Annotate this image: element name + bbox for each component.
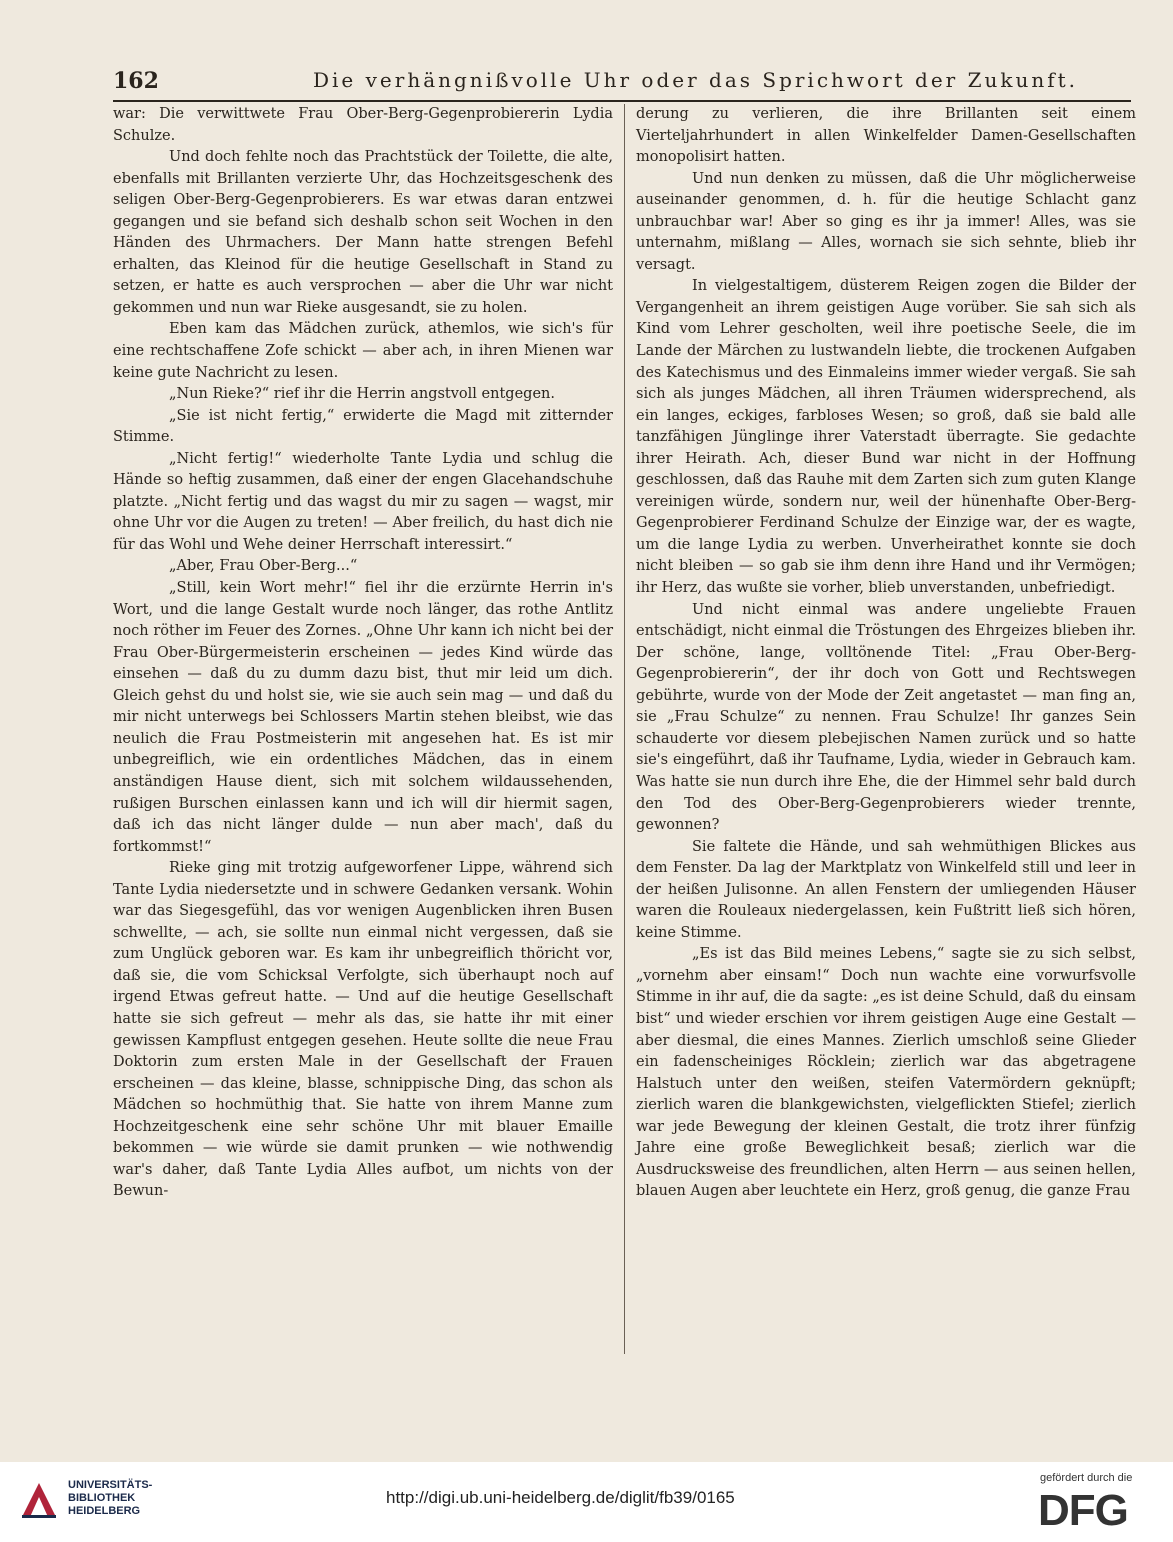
library-name-line: BIBLIOTHEK — [68, 1492, 136, 1504]
paragraph: „Es ist das Bild meines Lebens,“ sagte sie zu sich selbst, „vornehm aber einsam!“ Doch nun wachte eine vorwurfsvolle Stimme in ihr auf, die da sagte: „es ist deine Schuld, daß du einsam bist“ und wieder erschien vor ihrem geistigen Auge eine Gestalt — aber diesmal, die eines Mannes. Zierlich umschloß seine Glieder ein fadenscheiniges Röcklein; zierlich war das abgetragene Halstuch unter den weißen, steifen Vatermördern geknüpft; zierlich waren die blankgewichsten, vielgeflickten Stiefel; zierlich war jede Bewegung der kleinen Gestalt, die trotz ihrer fünfzig Jahre eine große Beweglichkeit besaß; zierlich war die Ausdrucksweise des freundlichen, alten Herrn — aus seinen hellen, blauen Augen aber leuchtete ein Herz, groß genug, die ganze Frau — [636, 946, 1136, 1200]
viewer-footer — [0, 1462, 1173, 1542]
library-name-line: UNIVERSITÄTS- — [68, 1479, 153, 1491]
paragraph: derung zu verlieren, die ihre Brillanten seit einem Vierteljahrhundert in allen Winkelfelder Damen-Gesellschaften monopolisirt hatten. — [636, 106, 1136, 166]
funding-label: gefördert durch die — [1040, 1472, 1133, 1484]
paragraph: Und nun denken zu müssen, daß die Uhr möglicherweise auseinander genommen, d. h. für die heutige Schlacht ganz unbrauchbar war! Aber so ging es ihr ja immer! Alles, was sie unternahm, mißlang — Alles, wornach sie sich sehnte, blieb ihr versagt. — [636, 170, 1136, 273]
paragraph: Und doch fehlte noch das Prachtstück der Toilette, die alte, ebenfalls mit Brillanten verzierte Uhr, das Hochzeitsgeschenk des seligen Ober-Berg-Gegenprobierers. Es war etwas daran entzwei gegangen und sie befand sich deshalb schon seit Wochen in den Händen des Uhrmachers. Der Mann hatte strengen Befehl erhalten, das Kleinod für die heutige Gesellschaft in Stand zu setzen, er hatte es auch versprochen — aber die Uhr war nicht gekommen und nun war Rieke ausgesandt, sie zu holen. — [113, 149, 613, 316]
library-name-line: HEIDELBERG — [68, 1505, 141, 1517]
running-title: Die verhängnißvolle Uhr oder das Sprichwort der Zukunft. — [313, 68, 1079, 92]
paragraph: In vielgestaltigem, düsterem Reigen zogen die Bilder der Vergangenheit an ihrem geistigen Auge vorüber. Sie sah sich als Kind vom Lehrer gescholten, weil ihre poetische Seele, die im Lande der Märchen zu lustwandeln liebte, die trockenen Aufgaben des Katechismus und des Einmaleins immer wieder vergaß. Sie sah sich als junges Mädchen, all ihren Träumen widersprechend, als ein langes, eckiges, farbloses Wesen; so groß, daß sie bald alle tanzfähigen Jünglinge ihrer Vaterstadt überragte. Sie gedachte ihrer Heirath. Ach, dieser Bund war nicht in der Hoffnung geschlossen, daß das Rauhe mit dem Zarten sich zum guten Klange vereinigen würde, sondern nur, weil der hünenhafte Ober-Berg-Gegenprobierer Ferdinand Schulze der Einzige war, der es wagte, um die lange Lydia zu werben. Unverheirathet konnte sie doch nicht bleiben — so gab sie ihm denn ihre Hand und ihr Vermögen; ihr Herz, das wußte sie vorher, blieb unverstanden, unbefriedigt. — [636, 278, 1136, 597]
header-rule — [113, 100, 1131, 102]
paragraph: „Nicht fertig!“ wiederholte Tante Lydia und schlug die Hände so heftig zusammen, daß einer der engen Glacehandschuhe platzte. „Nicht fertig und das wagst du mir zu sagen — wagst, mir ohne Uhr vor die Augen zu treten! — Aber freilich, du hast dich nie für das Wohl und Wehe deiner Herrschaft interessirt.“ — [113, 450, 613, 553]
paragraph: Sie faltete die Hände, und sah wehmüthigen Blickes aus dem Fenster. Da lag der Marktplatz von Winkelfeld still und leer in der heißen Julisonne. An allen Fenstern der umliegenden Häuser waren die Rouleaux niedergelassen, kein Fußtritt ließ sich hören, keine Stimme. — [636, 838, 1136, 941]
permalink-url[interactable]: http://digi.ub.uni-heidelberg.de/diglit/fb39/0165 — [386, 1488, 735, 1507]
page-number: 162 — [113, 68, 159, 94]
right-column — [636, 104, 1136, 1203]
library-seal-icon — [18, 1479, 60, 1521]
page-header — [113, 64, 1131, 104]
paragraph: „Aber, Frau Ober-Berg...“ — [169, 558, 358, 575]
dfg-logo: DFG — [1038, 1486, 1128, 1535]
left-column — [113, 104, 613, 1203]
paragraph: Rieke ging mit trotzig aufgeworfener Lippe, während sich Tante Lydia niedersetzte und in schwere Gedanken versank. Wohin war das Siegesgefühl, das vor wenigen Augenblicken ihren Busen schwellte, — ach, sie sollte nun einmal nicht vergessen, daß sie zum Unglück geboren war. Es kam ihr unbegreiflich thöricht vor, daß sie, die vom Schicksal Verfolgte, sich überhaupt noch auf irgend Etwas gefreut hatte. — Und auf die heutige Gesellschaft hatte sie sich gefreut — mehr als das, sie hatte ihr mit einer gewissen Kampflust entgegen gesehen. Heute sollte die neue Frau Doktorin zum ersten Male in der Gesellschaft der Frauen erscheinen — das kleine, blasse, schnippische Ding, das schon als Mädchen so hochmüthig that. Sie hatte von ihrem Manne zum Hochzeitgeschenk eine sehr schöne Uhr mit blauer Emaille bekommen — wie würde sie damit prunken — wie nothwendig war's daher, daß Tante Lydia Alles aufbot, um nichts von der Bewun- — [113, 860, 613, 1200]
library-name — [68, 1479, 152, 1518]
paragraph: Eben kam das Mädchen zurück, athemlos, wie sich's für eine rechtschaffene Zofe schickt — aber ach, in ihren Mienen war keine gute Nachricht zu lesen. — [113, 321, 613, 381]
paragraph: „Nun Rieke?“ rief ihr die Herrin angstvoll entgegen. — [169, 386, 555, 403]
paragraph: „Sie ist nicht fertig,“ erwiderte die Magd mit zitternder Stimme. — [113, 407, 613, 446]
column-divider — [624, 104, 625, 1354]
paragraph: war: Die verwittwete Frau Ober-Berg-Gegenprobiererin Lydia Schulze. — [113, 106, 613, 144]
paragraph: „Still, kein Wort mehr!“ fiel ihr die erzürnte Herrin in's Wort, und die lange Gestalt wurde noch länger, das rothe Antlitz noch röther im Feuer des Zornes. „Ohne Uhr kann ich nicht bei der Frau Ober-Bürgermeisterin erscheinen — jedes Kind würde das einsehen — daß du zu dumm dazu bist, thut mir leid um dich. Gleich gehst du und holst sie, wie sie auch sein mag — und daß du mir nicht unterwegs bei Schlossers Martin stehen bleibst, wie das neulich die Frau Postmeisterin mit angesehen hat. Es ist mir unbegreiflich, wie ein ordentliches Mädchen, das in einem anständigen Hause dient, sich mit solchem wildaussehenden, rußigen Burschen einlassen kann und ich will dir hiermit sagen, daß ich das nicht länger dulde — nun aber mach', daß du fortkommst!“ — [113, 580, 613, 855]
paragraph: Und nicht einmal was andere ungeliebte Frauen entschädigt, nicht einmal die Tröstungen des Ehrgeizes blieben ihr. Der schöne, lange, volltönende Titel: „Frau Ober-Berg-Gegenprobiererin“, der ihr doch von Gott und Rechtswegen gebührte, wurde von der Mode der Zeit angetastet — man fing an, sie „Frau Schulze“ zu nennen. Frau Schulze! Ihr ganzes Sein schauderte vor diesem plebejischen Namen zurück und so hatte sie's eingeführt, daß ihr Taufname, Lydia, wieder in Gebrauch kam. Was hatte sie nun durch ihre Ehe, die der Himmel sehr bald durch den Tod des Ober-Berg-Gegenprobierers wieder trennte, gewonnen? — [636, 601, 1136, 834]
